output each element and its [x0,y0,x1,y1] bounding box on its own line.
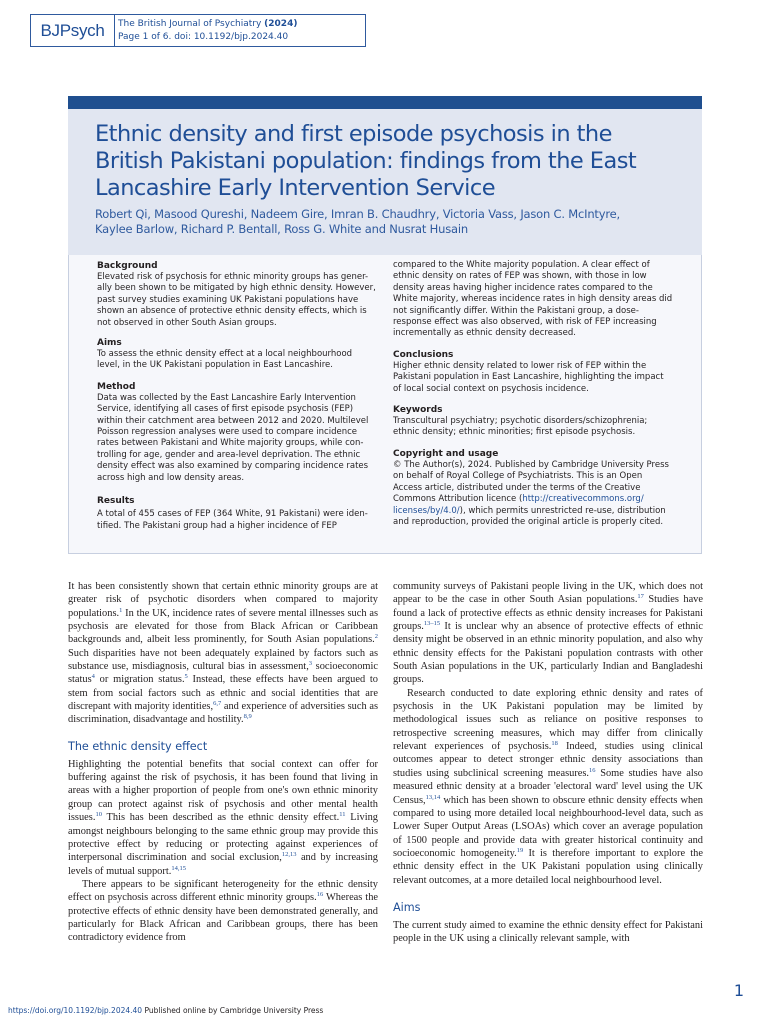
citation[interactable]: 13,14 [425,793,441,801]
citation[interactable]: 8,9 [243,713,252,721]
body-right-column [393,580,703,946]
body-left-column [68,580,378,945]
method-heading: Method [97,381,136,392]
aims-text: To assess the ethnic density effect at a local neighbourhood level, in the UK Pakistani population in East Lancashire. [97,349,353,371]
surveys-paragraph: community surveys of Pakistani people living in the UK, which does not appear to be the case in other South Asian populations.$^{17}$ Studies have found a lack of protective effects as ethnic density increases for Pakistani groups.$^{13-15}$ It is unclear why an absence of protective effects of ethnic density might be observed in an ethnic minority population, and also why ethnic density effects for the Pakistani population contrasts with other South Asian populations in the UK, particularly Indian and Bangladeshi groups. [393,581,703,686]
title-line: British Pakistani population: findings from the East [95,148,637,174]
title-panel-bar [68,96,702,109]
journal-info [115,15,297,46]
title-panel [68,109,702,255]
heterogeneity-paragraph: There appears to be significant heterogeneity for the ethnic density effect on psychosis across different ethnic minority groups.$^{16}$ Whereas the protective effects of ethnic density have been demonstrated generally, and particularly for Black African and Caribbean groups, there has been contradictory evidence from [68,878,379,944]
journal-logo: BJPsych [31,15,115,46]
keywords-text: Transcultural psychiatry; psychotic disorders/schizophrenia; ethnic density; ethnic minorities; first episode psychosis. [393,416,648,438]
doi-link[interactable]: https://doi.org/10.1192/bjp.2024.40 [8,1006,143,1015]
ethnic-density-paragraph: Highlighting the potential benefits that social context can offer for buffering against the risk of psychosis, it has been found that living in areas with a higher proportion of people from one's own ethnic minority group can protect against risk of psychosis and other mental health issues.$^{10}$ This has been described as the ethnic density effect.$^{11}$ Living amongst neighbours belonging to the same ethnic group may provide this protective effect by reducing or protecting against experiences of interpersonal discrimination and social exclusion,$^{12,13}$ and by increasing levels of mutual support.$^{14,15}$ [68,758,378,877]
citation[interactable]: 14,15 [171,864,186,872]
published-note: Published online by Cambridge University Press [142,1006,324,1015]
page-footer [8,1006,323,1015]
aims-paragraph: The current study aimed to examine the ethnic density effect for Pakistani people in the UK using a clinically relevant sample, with [393,919,703,945]
citation[interactable]: 16 [589,766,596,774]
abstract-left-column [97,255,382,532]
section-heading-aims: Aims [393,900,421,914]
title-line: Ethnic density and first episode psychosis in the [95,121,612,147]
journal-header [30,14,366,47]
conclusions-heading: Conclusions [393,349,454,360]
page-info: Page 1 of 6. doi: 10.1192/bjp.2024.40 [118,32,289,42]
keywords-heading: Keywords [393,405,443,416]
citation[interactable]: 10 [95,811,102,819]
citation[interactable]: 18 [551,740,558,748]
citation[interactable]: 5 [184,673,188,681]
citation[interactable]: 1 [119,606,123,614]
journal-name: The British Journal of Psychiatry [118,19,262,29]
journal-year: (2024) [264,19,298,29]
title-line: Lancashire Early Intervention Service [95,175,495,201]
license-link-continued[interactable]: licenses/by/4.0/ [393,505,460,516]
conclusions-text: Higher ethnic density related to lower risk of FEP within the Pakistani population in East Lancashire, highlighting the impact of local social context on psychosis incidence. [393,360,664,394]
author-line: Robert Qi, Masood Qureshi, Nadeem Gire, Imran B. Chaudhry, Victoria Vass, Jason C. McIntyre, [95,207,620,221]
citation[interactable]: 19 [516,846,524,854]
section-heading-ethnic-density: The ethnic density effect [68,739,208,753]
citation[interactable]: 6,7 [213,700,222,708]
aims-heading: Aims [97,338,122,349]
citation[interactable]: 16 [316,891,324,899]
results-heading: Results [97,496,135,507]
author-list [95,207,702,237]
abstract-right-column [393,255,677,528]
citation[interactable]: 13–15 [423,620,441,628]
citation[interactable]: 17 [637,593,644,601]
citation[interactable]: 4 [91,673,95,681]
page-number: 1 [733,981,744,1000]
license-link[interactable]: http://creativecommons.org/ [522,494,644,505]
method-text: Data was collected by the East Lancashire Early Intervention Service, identifying all cases of first episode psychosis (FEP) within their catchment area between 2012 and 2020. Multilevel Poisson regression analyses were used to compare incidence rates between Pakistani and White majority groups, while con- trolling for age, gender and area-level deprivation. The ethnic density effect was also examined by comparing incidence rates across high and low density areas. [97,392,369,483]
article-title [95,121,702,202]
results-text-continued: compared to the White majority population. A clear effect of ethnic density on rates of FEP was shown, with those in low density areas having higher incidence rates compared to the White majority, whereas incidence rates in high density areas did not significantly differ. Within the Pakistani group, a dose- response effect was also observed, with risk of FEP increasing incrementally as ethnic density decreased. [393,260,673,339]
citation[interactable]: 12,13 [281,851,297,859]
citation[interactable]: 11 [339,811,346,819]
copyright-text: © The Author(s), 2024. Published by Cambridge University Press on behalf of Royal College of Psychiatrists. This is an Open Access article, distributed under the terms of the Creative Commons Attribution licence (http://creativecommons.org/ licenses/by/4.0/), which permits unrestricted re-use, distribution and reproduction, provided the original article is properly cited. [393,459,669,527]
background-text: Elevated risk of psychosis for ethnic minority groups has gener- ally been shown to be mitigated by high ethnic density. However, past survey studies examining UK Pakistani populations have shown an absence of protective ethnic density effects, which is not observed in other South Asian groups. [97,272,376,328]
results-text: A total of 455 cases of FEP (364 White, 91 Pakistani) were iden- tified. The Pakistani group had a higher incidence of FEP [97,509,368,531]
background-heading: Background [97,261,158,271]
copyright-heading: Copyright and usage [393,448,499,459]
research-paragraph: Research conducted to date exploring ethnic density and rates of psychosis in the UK Pakistani population may be limited by methodological issues such as reliance on positive responses to retrospective screening measures, which may differ from clinically relevant experiences of psychosis.$^{18}$ Indeed, studies using clinical outcomes appear to detect stronger ethnic density associations than studies using subclinical screening measures.$^{16}$ Some studies have also measured ethnic density at a broader 'electoral ward' level using the UK Census,$^{13,14}$ which has been shown to obscure ethnic density effects when compared to using more detailed local neighbourhood-level data, such as Lower Super Output Areas (LSOAs) which cover an average population of 1500 people and provide data with greater historical continuity and socioeconomic homogeneity.$^{19}$ It is therefore important to explore the ethnic density effect in the UK Pakistani population using clinically relevant outcomes, at a more detailed local neighbourhood level. [393,687,704,886]
author-line: Kaylee Barlow, Richard P. Bentall, Ross G. White and Nusrat Husain [95,222,468,236]
intro-paragraph: It has been consistently shown that certain ethnic minority groups are at greater risk of psychotic disorders when compared to majority populations.$^1$ In the UK, incidence rates of severe mental illnesses such as psychosis are elevated for those from Black African or Caribbean backgrounds and, albeit less prominently, for South Asian populations.$^2$ Such disparities have not been adequately explained by factors such as substance use, misdiagnosis, cultural bias in assessment,$^3$ socioeconomic status$^4$ or migration status.$^5$ Instead, these effects have been argued to stem from social factors such as ethnic and social identities that are discrepant with majority identities,$^{6,7}$ and experience of adversities such as discrimination, disadvantage and hostility.$^{8,9}$ [68,581,378,726]
abstract-box [68,255,702,554]
citation[interactable]: 3 [308,660,313,668]
citation[interactable]: 2 [374,633,378,641]
